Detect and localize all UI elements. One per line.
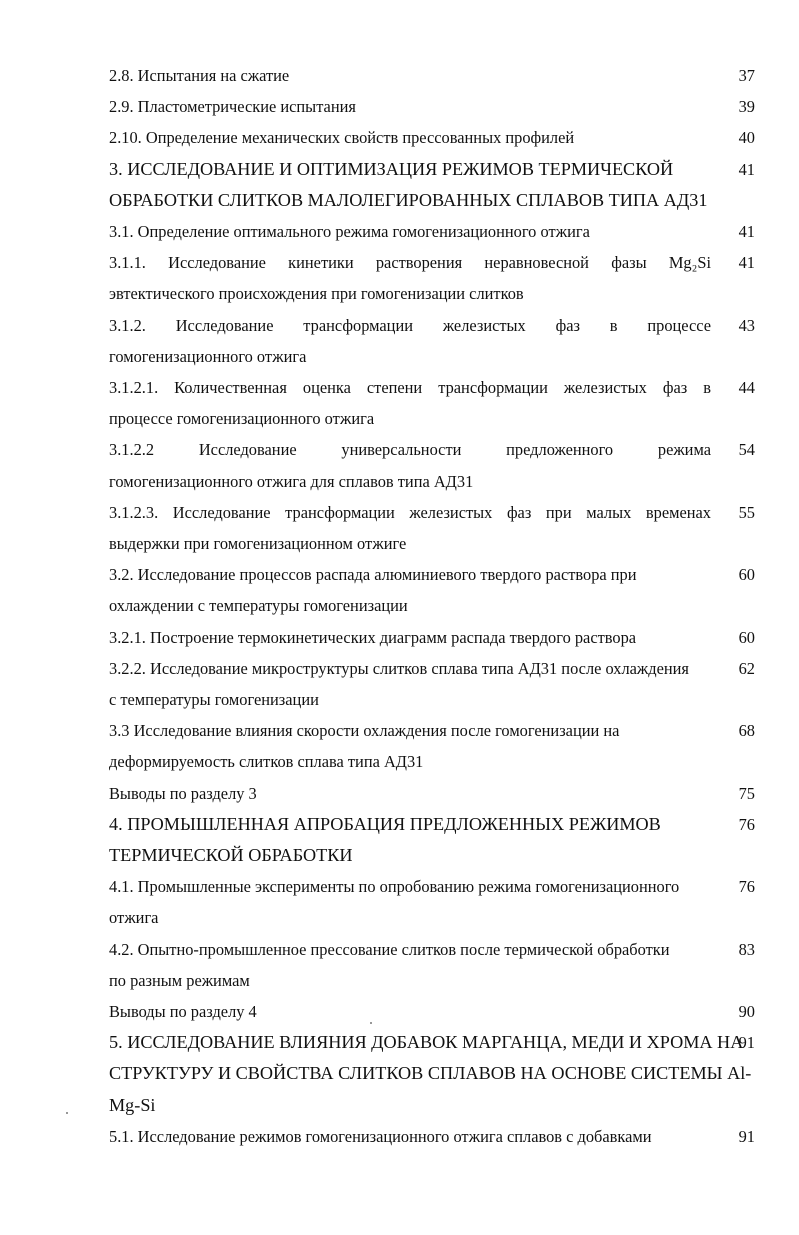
toc-page-number: 41 (738, 253, 755, 273)
toc-entry-text-line: 2.8. Испытания на сжатие (109, 66, 290, 85)
toc-entry-text-line: 3.1.2.3. Исследование трансформации железистых фаз при малых временах (109, 502, 711, 522)
toc-entry-text-line: охлаждении с температуры гомогенизации (109, 596, 408, 616)
toc-page-number: 54 (738, 440, 755, 460)
toc-page-number: 76 (738, 877, 755, 897)
scan-speck (370, 1022, 372, 1024)
toc-entry-text-line: 2.10. Определение механических свойств прессованных профилей (109, 128, 575, 148)
toc-page-number: 41 (738, 159, 755, 179)
toc-entry-text-line: по разным режимам (109, 970, 250, 990)
toc-entry-text-line: 4. ПРОМЫШЛЕННАЯ АПРОБАЦИЯ ПРЕДЛОЖЕННЫХ РЕЖИМОВ (109, 813, 661, 834)
toc-page-number: 44 (738, 378, 755, 397)
toc-page-number: 43 (738, 315, 755, 335)
toc-page-number: 68 (738, 721, 755, 741)
toc-page-number: 76 (738, 814, 755, 834)
toc-entry-text-line: 5. ИССЛЕДОВАНИЕ ВЛИЯНИЯ ДОБАВОК МАРГАНЦА, МЕДИ И ХРОМА НА (109, 1032, 744, 1053)
toc-entry-text-line: 3.1.1. Исследование кинетики растворения неравновесной фазы Mg₂Si (109, 253, 711, 273)
toc-entry-text-line: ОБРАБОТКИ СЛИТКОВ МАЛОЛЕГИРОВАННЫХ СПЛАВОВ ТИПА АД31 (109, 189, 708, 210)
toc-entry-text-line: выдержки при гомогенизационном отжиге (109, 533, 407, 553)
toc-page-number: 60 (738, 565, 755, 585)
toc-entry-text-line: Выводы по разделу 3 (109, 783, 257, 803)
scan-speck (66, 1112, 68, 1114)
toc-entry-text-line: эвтектического происхождения при гомогенизации слитков (109, 284, 524, 304)
toc-entry-text-line: гомогенизационного отжига для сплавов типа АД31 (109, 471, 474, 491)
toc-page-number: 37 (738, 66, 755, 85)
toc-entry-text-line: Выводы по разделу 4 (109, 1002, 257, 1021)
toc-page-number: 75 (738, 783, 755, 803)
toc-entry-text-line: 3.1.2. Исследование трансформации железистых фаз в процессе (109, 315, 711, 335)
toc-page-number: 41 (738, 222, 755, 241)
toc-page-number: 83 (738, 939, 755, 959)
toc-entry-text-line: 5.1. Исследование режимов гомогенизационного отжига сплавов с добавками (109, 1126, 652, 1146)
toc-entry-text-line: СТРУКТУРУ И СВОЙСТВА СЛИТКОВ СПЛАВОВ НА ОСНОВЕ СИСТЕМЫ Al- (109, 1063, 752, 1084)
toc-entry-text-line: процессе гомогенизационного отжига (109, 409, 375, 429)
toc-entry-text-line: 3.2. Исследование процессов распада алюминиевого твердого раствора при (109, 565, 637, 585)
toc-entry-text-line: деформируемость слитков сплава типа АД31 (109, 752, 424, 772)
toc-entry-text-line: отжига (109, 908, 159, 928)
toc-page-number: 39 (738, 97, 755, 117)
toc-page-number: 40 (738, 128, 755, 148)
toc-entry-text-line: 3. ИССЛЕДОВАНИЕ И ОПТИМИЗАЦИЯ РЕЖИМОВ ТЕРМИЧЕСКОЙ (109, 158, 674, 179)
toc-page-number: 62 (738, 658, 755, 678)
toc-entry-text-line: 2.9. Пластометрические испытания (109, 97, 356, 117)
toc-entry-text-line: 4.1. Промышленные эксперименты по опробованию режима гомогенизационного (109, 877, 680, 897)
toc-entry-text-line: 3.1.2.1. Количественная оценка степени трансформации железистых фаз в (109, 378, 711, 397)
toc-page-number: 55 (738, 502, 755, 522)
toc-page-number: 90 (738, 1002, 755, 1021)
toc-page-number: 91 (738, 1033, 755, 1053)
toc-entry-text-line: гомогенизационного отжига (109, 346, 307, 366)
toc-entry-text-line: 3.1.2.2 Исследование универсальности предложенного режима (109, 440, 711, 460)
toc-entry-text-line: ТЕРМИЧЕСКОЙ ОБРАБОТКИ (109, 844, 353, 865)
toc-entry-text-line: 4.2. Опытно-промышленное прессование слитков после термической обработки (109, 939, 670, 959)
toc-entry-text-line: 3.2.1. Построение термокинетических диаграмм распада твердого раствора (109, 627, 637, 647)
toc-entry-text-line: с температуры гомогенизации (109, 689, 319, 709)
toc-entry-text-line: 3.1. Определение оптимального режима гомогенизационного отжига (109, 222, 590, 241)
toc-page-number: 91 (738, 1126, 755, 1146)
toc-entry-text-line: 3.3 Исследование влияния скорости охлаждения после гомогенизации на (109, 721, 620, 741)
toc-entry-text-line: Mg-Si (109, 1094, 156, 1115)
toc-page-number: 60 (738, 627, 755, 647)
toc-entry-text-line: 3.2.2. Исследование микроструктуры слитков сплава типа АД31 после охлаждения (109, 658, 689, 678)
